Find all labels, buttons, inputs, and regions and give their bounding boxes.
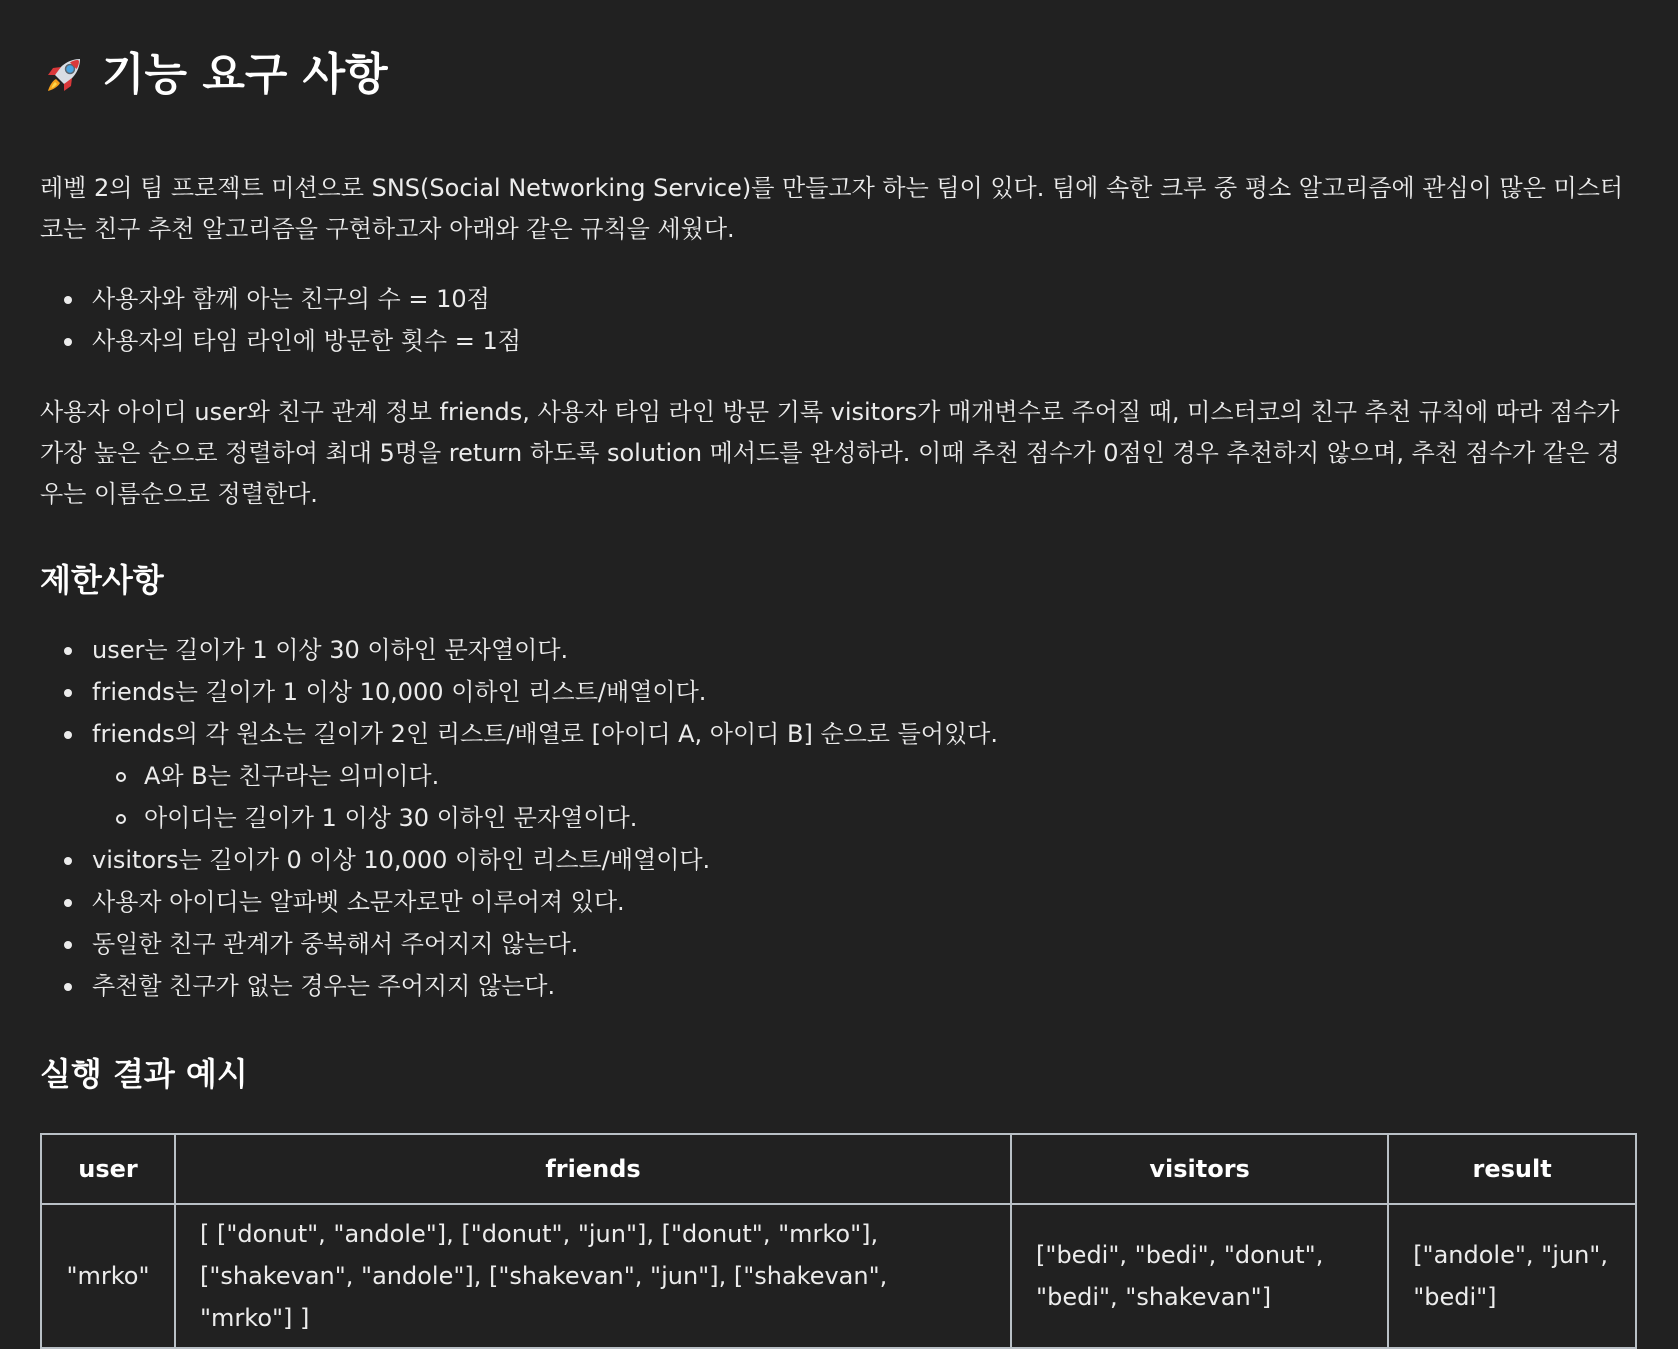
- cell-friends: [ ["donut", "andole"], ["donut", "jun"], ["donut", "mrko"], ["shakevan", "andole"], ["shakevan", "jun"], ["shakevan", "mrko"] ]: [175, 1204, 1011, 1348]
- column-header-result: result: [1388, 1134, 1636, 1204]
- list-item: friends는 길이가 1 이상 10,000 이하인 리스트/배열이다.: [92, 671, 1638, 713]
- cell-result: ["andole", "jun", "bedi"]: [1388, 1204, 1636, 1348]
- column-header-user: user: [41, 1134, 175, 1204]
- rocket-icon: [40, 51, 88, 99]
- list-item: 추천할 친구가 없는 경우는 주어지지 않는다.: [92, 965, 1638, 1007]
- column-header-visitors: visitors: [1011, 1134, 1388, 1204]
- cell-user: "mrko": [41, 1204, 175, 1348]
- column-header-friends: friends: [175, 1134, 1011, 1204]
- nested-list: [92, 755, 1638, 839]
- example-heading: 실행 결과 예시: [40, 1055, 248, 1093]
- limits-list: [40, 629, 1638, 1007]
- list-item: 사용자와 함께 아는 친구의 수 = 10점: [92, 278, 1638, 320]
- list-item: 사용자의 타임 라인에 방문한 횟수 = 1점: [92, 320, 1638, 362]
- nested-list-item: A와 B는 친구라는 의미이다.: [144, 755, 1638, 797]
- list-item: [92, 713, 1638, 839]
- intro-paragraph: 레벨 2의 팀 프로젝트 미션으로 SNS(Social Networking Service)를 만들고자 하는 팀이 있다. 팀에 속한 크루 중 평소 알고리즘에 관심이 많은 미스터코는 친구 추천 알고리즘을 구현하고자 아래와 같은 규칙을 세웠다.: [40, 174, 1624, 243]
- scoring-rules-list: [40, 278, 1638, 362]
- description-paragraph: 사용자 아이디 user와 친구 관계 정보 friends, 사용자 타임 라인 방문 기록 visitors가 매개변수로 주어질 때, 미스터코의 친구 추천 규칙에 따라 점수가 가장 높은 순으로 정렬하여 최대 5명을 return 하도록 solution 메서드를 완성하라. 이때 추천 점수가 0점인 경우 추천하지 않으며, 추천 점수가 같은 경우는 이름순으로 정렬한다.: [40, 398, 1620, 508]
- list-item: 사용자 아이디는 알파벳 소문자로만 이루어져 있다.: [92, 881, 1638, 923]
- page-title: [40, 40, 1638, 110]
- example-table: [40, 1133, 1637, 1349]
- page-title-text: 기능 요구 사항: [102, 49, 388, 100]
- list-item-text: friends의 각 원소는 길이가 2인 리스트/배열로 [아이디 A, 아이디 B] 순으로 들어있다.: [92, 720, 998, 748]
- list-item: user는 길이가 1 이상 30 이하인 문자열이다.: [92, 629, 1638, 671]
- limits-heading: 제한사항: [40, 561, 164, 599]
- table-header-row: [41, 1134, 1636, 1204]
- nested-list-item: 아이디는 길이가 1 이상 30 이하인 문자열이다.: [144, 797, 1638, 839]
- cell-visitors: ["bedi", "bedi", "donut", "bedi", "shakevan"]: [1011, 1204, 1388, 1348]
- list-item: visitors는 길이가 0 이상 10,000 이하인 리스트/배열이다.: [92, 839, 1638, 881]
- table-row: [41, 1204, 1636, 1348]
- list-item: 동일한 친구 관계가 중복해서 주어지지 않는다.: [92, 923, 1638, 965]
